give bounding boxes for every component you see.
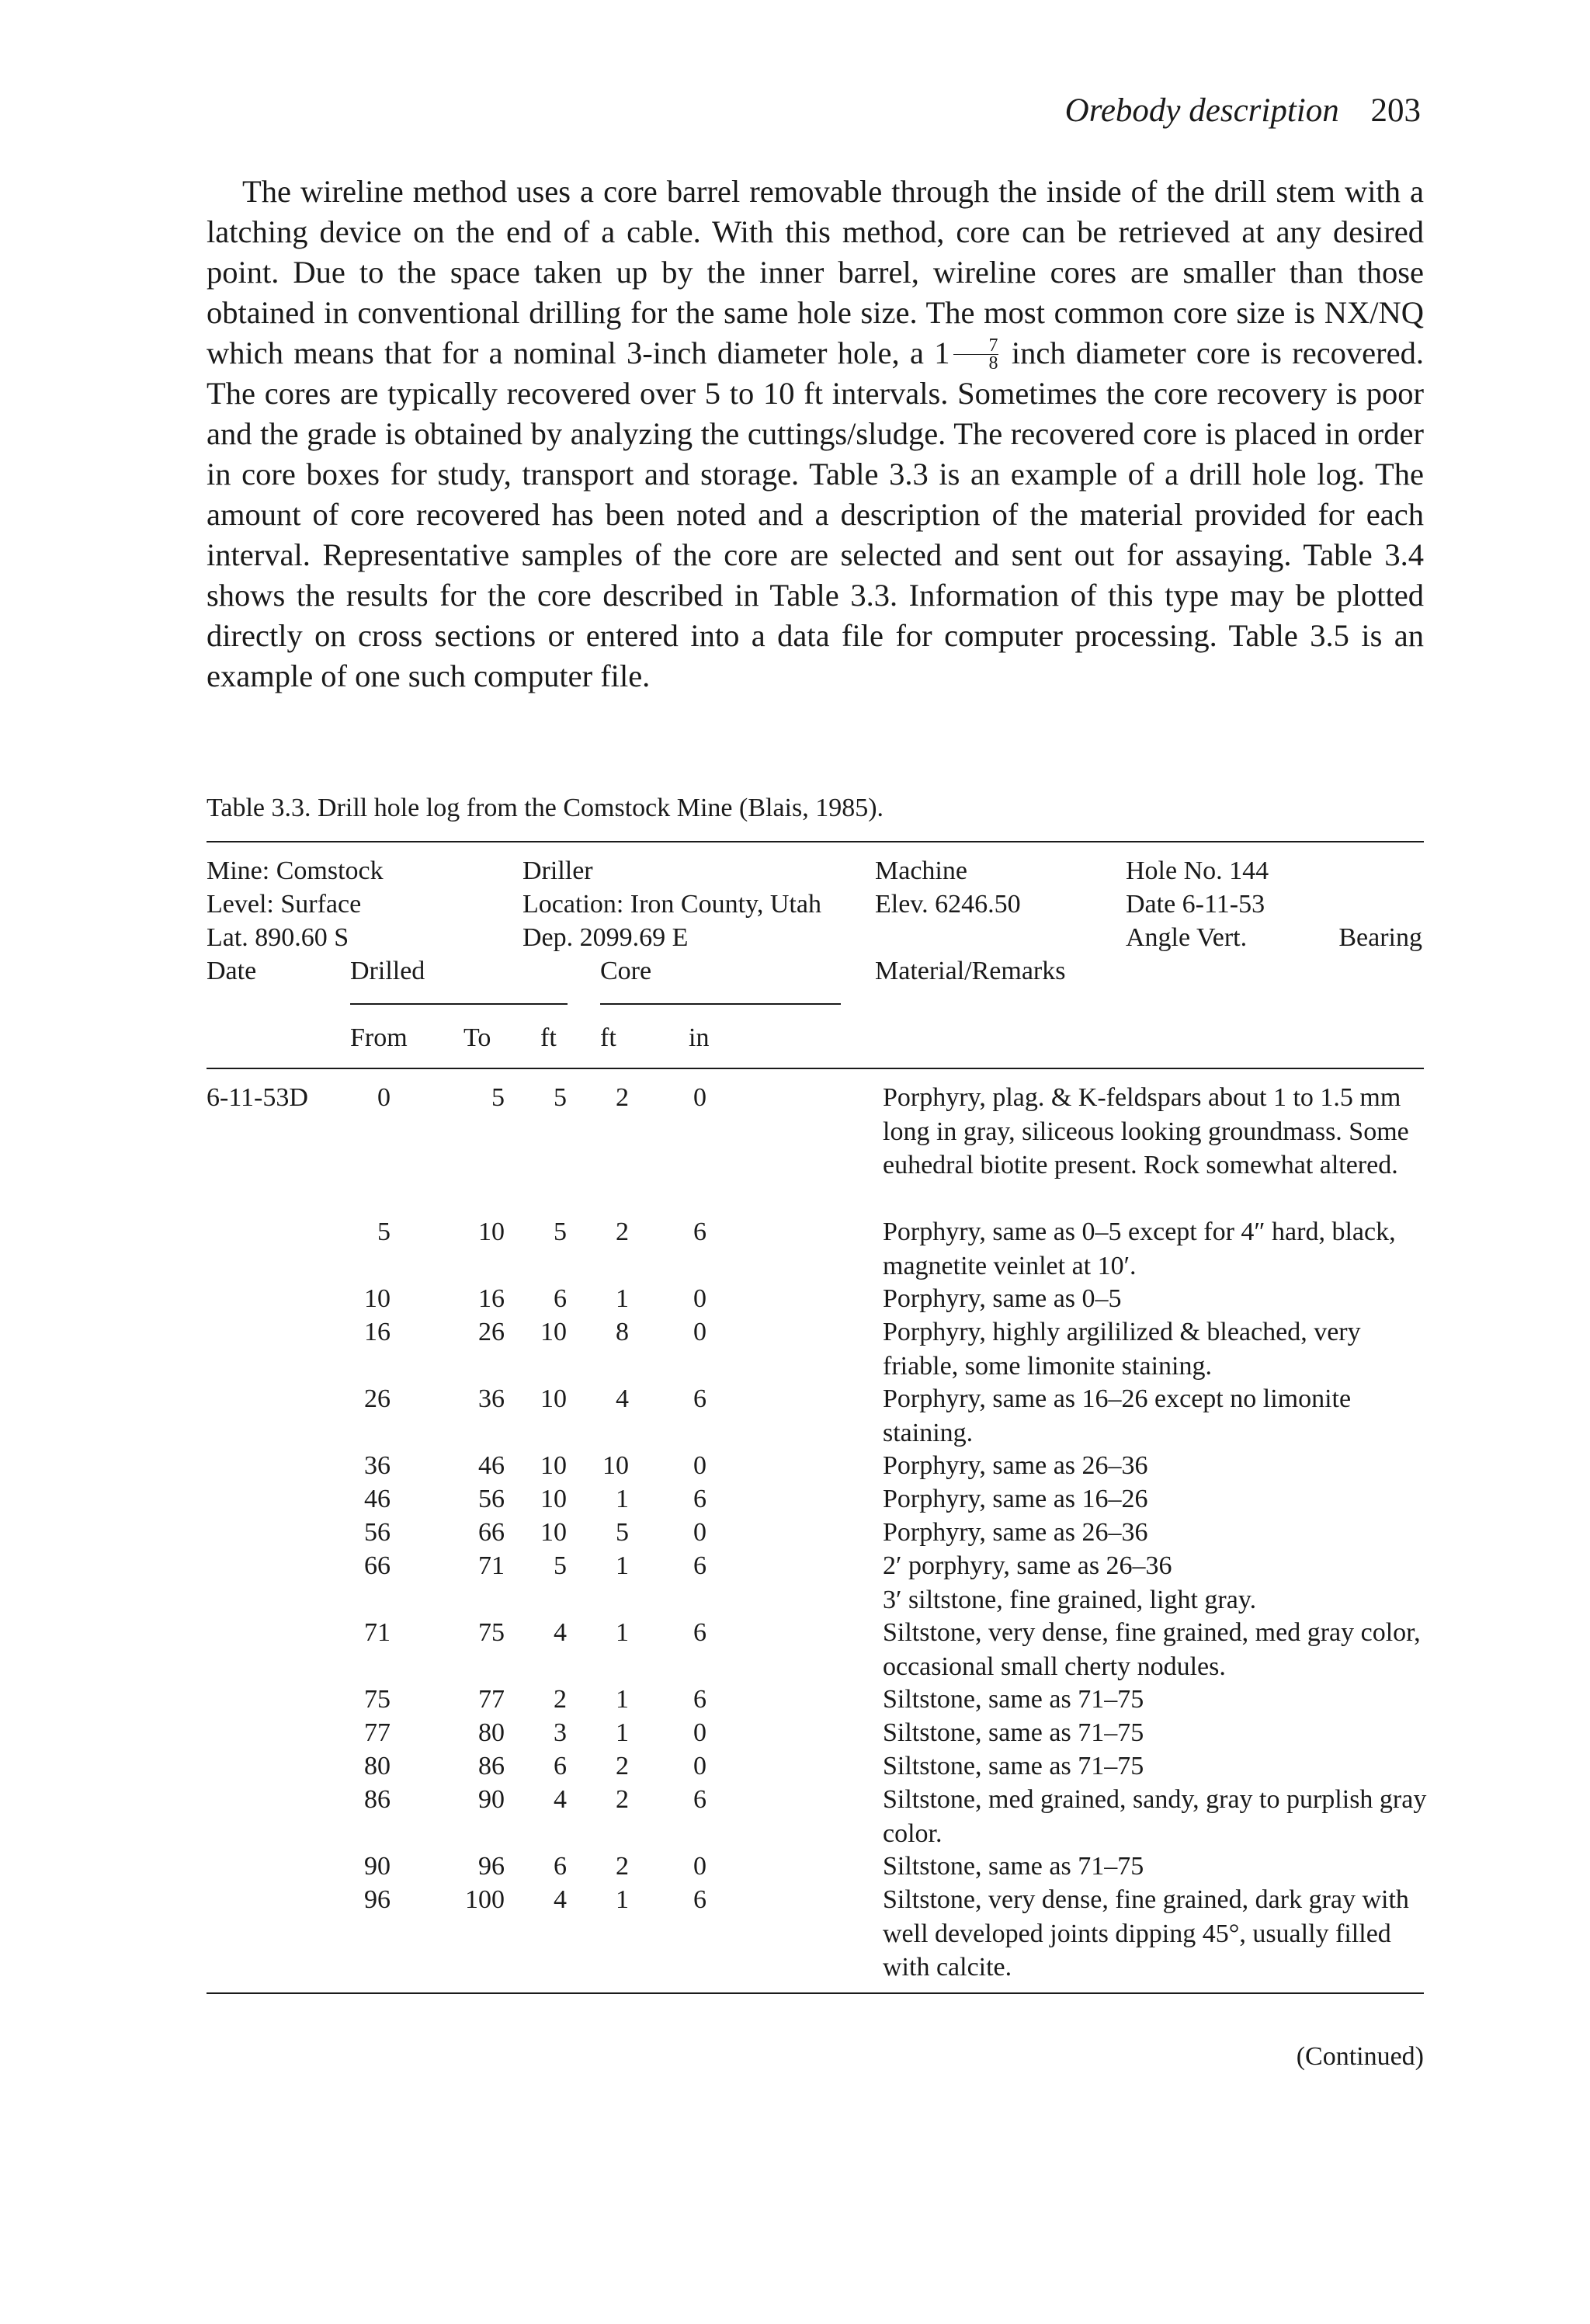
row-from: 66: [364, 1551, 391, 1580]
row-date: 6-11-53D: [207, 1083, 308, 1112]
row-core-ft: 2: [616, 1785, 629, 1814]
row-remarks: Siltstone, very dense, fine grained, dark gray with well developed joints dipping 45°, usually filled with calcite.: [883, 1885, 1409, 1982]
row-core-in: 6: [693, 1551, 706, 1580]
row-core-ft: 8: [616, 1318, 629, 1346]
row-remarks: Porphyry, same as 0–5: [883, 1284, 1122, 1313]
row-core-ft: 2: [616, 1752, 629, 1780]
row-from: 80: [364, 1752, 391, 1780]
row-core-in: 0: [693, 1718, 706, 1747]
drilled-span-rule: [350, 1003, 568, 1005]
row-remarks: Siltstone, med grained, sandy, gray to purplish gray color.: [883, 1785, 1427, 1848]
header-elev: Elev. 6246.50: [875, 890, 1021, 919]
body-paragraph: [207, 172, 1424, 697]
row-core-in: 0: [693, 1752, 706, 1780]
row-to: 71: [478, 1551, 505, 1580]
row-to: 26: [478, 1318, 505, 1346]
row-remarks: 2′ porphyry, same as 26–36 3′ siltstone, fine grained, light gray.: [883, 1551, 1257, 1614]
header-date-value: Date 6-11-53: [1126, 890, 1265, 919]
row-core-in: 0: [693, 1318, 706, 1346]
row-core-ft: 1: [616, 1284, 629, 1313]
header-core: Core: [600, 957, 652, 985]
fraction: [953, 337, 998, 372]
row-core-ft: 1: [616, 1551, 629, 1580]
row-to: 96: [478, 1852, 505, 1881]
row-remarks: Porphyry, same as 26–36: [883, 1518, 1148, 1547]
row-from: 26: [364, 1384, 391, 1413]
row-ft: 4: [554, 1785, 567, 1814]
row-from: 10: [364, 1284, 391, 1313]
running-head-title: Orebody description: [1064, 92, 1339, 129]
row-ft: 4: [554, 1618, 567, 1647]
row-to: 80: [478, 1718, 505, 1747]
table-bottom-rule: [207, 1992, 1424, 1994]
row-from: 86: [364, 1785, 391, 1814]
row-to: 5: [491, 1083, 505, 1112]
header-bearing: Bearing: [1338, 923, 1422, 952]
row-core-ft: 2: [616, 1083, 629, 1112]
table-header-rule: [207, 1068, 1424, 1069]
table-top-rule: [207, 841, 1424, 842]
row-ft: 5: [554, 1551, 567, 1580]
row-remarks: Porphyry, same as 16–26: [883, 1485, 1148, 1513]
row-to: 66: [478, 1518, 505, 1547]
header-date: Date: [207, 957, 257, 985]
row-ft: 6: [554, 1284, 567, 1313]
row-remarks: Siltstone, same as 71–75: [883, 1685, 1144, 1714]
row-core-ft: 1: [616, 1618, 629, 1647]
row-core-in: 6: [693, 1885, 706, 1914]
row-remarks: Porphyry, same as 26–36: [883, 1451, 1148, 1480]
row-from: 90: [364, 1852, 391, 1881]
row-from: 75: [364, 1685, 391, 1714]
page-number: 203: [1370, 92, 1421, 129]
header-lat: Lat. 890.60 S: [207, 923, 349, 952]
row-to: 36: [478, 1384, 505, 1413]
row-ft: 3: [554, 1718, 567, 1747]
row-from: 96: [364, 1885, 391, 1914]
row-ft: 4: [554, 1885, 567, 1914]
row-to: 46: [478, 1451, 505, 1480]
row-to: 75: [478, 1618, 505, 1647]
header-in-core: in: [689, 1023, 710, 1052]
paragraph-text-a: The wireline method uses a core barrel removable through the inside of the drill stem with a latching device on the end of a cable. With this method, core can be retrieved at any desired point. Due to the space taken up by the inner barrel, wireline cores are smaller than those obtained in conventional drilling for the same hole size. The most common core size is NX/NQ which means that for a nominal 3-inch diameter hole, a 1: [207, 174, 1424, 370]
row-remarks: Porphyry, same as 16–26 except no limonite staining.: [883, 1384, 1352, 1447]
row-core-in: 0: [693, 1284, 706, 1313]
row-core-ft: 5: [616, 1518, 629, 1547]
row-core-in: 0: [693, 1852, 706, 1881]
fraction-numerator: 7: [953, 337, 998, 355]
header-driller: Driller: [522, 856, 593, 885]
row-to: 77: [478, 1685, 505, 1714]
row-remarks: Siltstone, very dense, fine grained, med gray color, occasional small cherty nodules.: [883, 1618, 1421, 1681]
row-to: 86: [478, 1752, 505, 1780]
row-remarks: Siltstone, same as 71–75: [883, 1852, 1144, 1881]
header-level: Level: Surface: [207, 890, 362, 919]
row-remarks: Porphyry, same as 0–5 except for 4″ hard, black, magnetite veinlet at 10′.: [883, 1218, 1396, 1280]
row-from: 5: [377, 1218, 391, 1246]
row-to: 10: [478, 1218, 505, 1246]
running-head: [1065, 92, 1421, 130]
row-core-ft: 1: [616, 1718, 629, 1747]
row-to: 100: [465, 1885, 505, 1914]
row-core-ft: 2: [616, 1852, 629, 1881]
row-remarks: Siltstone, same as 71–75: [883, 1752, 1144, 1780]
header-material: Material/Remarks: [875, 957, 1066, 985]
row-from: 71: [364, 1618, 391, 1647]
paragraph-text-b: inch diameter core is recovered. The cores are typically recovered over 5 to 10 ft intervals. Sometimes the core recovery is poor and the grade is obtained by analyzing the cuttings/sludge. The recovered core is placed in order in core boxes for study, transport and storage. Table 3.3 is an example of a drill hole log. The amount of core recovered has been noted and a description of the material provided for each interval. Representative samples of the core are selected and sent out for assaying. Table 3.4 shows the results for the core described in Table 3.3. Information of this type may be plotted directly on cross sections or entered into a data file for computer processing. Table 3.5 is an example of one such computer file.: [207, 335, 1424, 694]
header-to: To: [463, 1023, 491, 1052]
row-ft: 10: [540, 1318, 567, 1346]
row-ft: 6: [554, 1852, 567, 1881]
header-angle: Angle Vert.: [1126, 923, 1248, 952]
header-location: Location: Iron County, Utah: [522, 890, 821, 919]
row-core-ft: 1: [616, 1885, 629, 1914]
header-ft-core: ft: [600, 1023, 616, 1052]
row-core-ft: 10: [602, 1451, 629, 1480]
row-from: 46: [364, 1485, 391, 1513]
header-drilled: Drilled: [350, 957, 425, 985]
continued-note: (Continued): [1296, 2042, 1424, 2071]
row-core-ft: 1: [616, 1485, 629, 1513]
row-core-ft: 4: [616, 1384, 629, 1413]
header-mine: Mine: Comstock: [207, 856, 384, 885]
row-core-in: 6: [693, 1618, 706, 1647]
row-core-in: 6: [693, 1685, 706, 1714]
row-core-in: 0: [693, 1518, 706, 1547]
row-core-in: 6: [693, 1218, 706, 1246]
row-ft: 2: [554, 1685, 567, 1714]
row-ft: 5: [554, 1218, 567, 1246]
row-core-in: 0: [693, 1083, 706, 1112]
row-from: 36: [364, 1451, 391, 1480]
row-ft: 10: [540, 1518, 567, 1547]
header-ft-drilled: ft: [540, 1023, 557, 1052]
row-to: 56: [478, 1485, 505, 1513]
row-ft: 10: [540, 1384, 567, 1413]
row-from: 0: [377, 1083, 391, 1112]
row-from: 16: [364, 1318, 391, 1346]
row-to: 90: [478, 1785, 505, 1814]
header-dep: Dep. 2099.69 E: [522, 923, 689, 952]
row-ft: 10: [540, 1451, 567, 1480]
row-remarks: Porphyry, highly argililized & bleached, very friable, some limonite staining.: [883, 1318, 1361, 1381]
row-core-ft: 2: [616, 1218, 629, 1246]
row-ft: 5: [554, 1083, 567, 1112]
core-span-rule: [600, 1003, 841, 1005]
row-remarks: Siltstone, same as 71–75: [883, 1718, 1144, 1747]
fraction-denominator: 8: [988, 353, 998, 374]
row-from: 77: [364, 1718, 391, 1747]
header-hole-no: Hole No. 144: [1126, 856, 1269, 885]
header-machine: Machine: [875, 856, 967, 885]
header-from: From: [350, 1023, 408, 1052]
row-to: 16: [478, 1284, 505, 1313]
row-remarks: Porphyry, plag. & K-feldspars about 1 to 1.5 mm long in gray, siliceous looking groundmass. Some euhedral biotite present. Rock somewhat altered.: [883, 1083, 1409, 1179]
table-caption: Table 3.3. Drill hole log from the Comstock Mine (Blais, 1985).: [207, 794, 884, 822]
row-ft: 6: [554, 1752, 567, 1780]
row-core-in: 0: [693, 1451, 706, 1480]
row-core-in: 6: [693, 1785, 706, 1814]
row-from: 56: [364, 1518, 391, 1547]
row-ft: 10: [540, 1485, 567, 1513]
row-core-ft: 1: [616, 1685, 629, 1714]
row-core-in: 6: [693, 1485, 706, 1513]
row-core-in: 6: [693, 1384, 706, 1413]
